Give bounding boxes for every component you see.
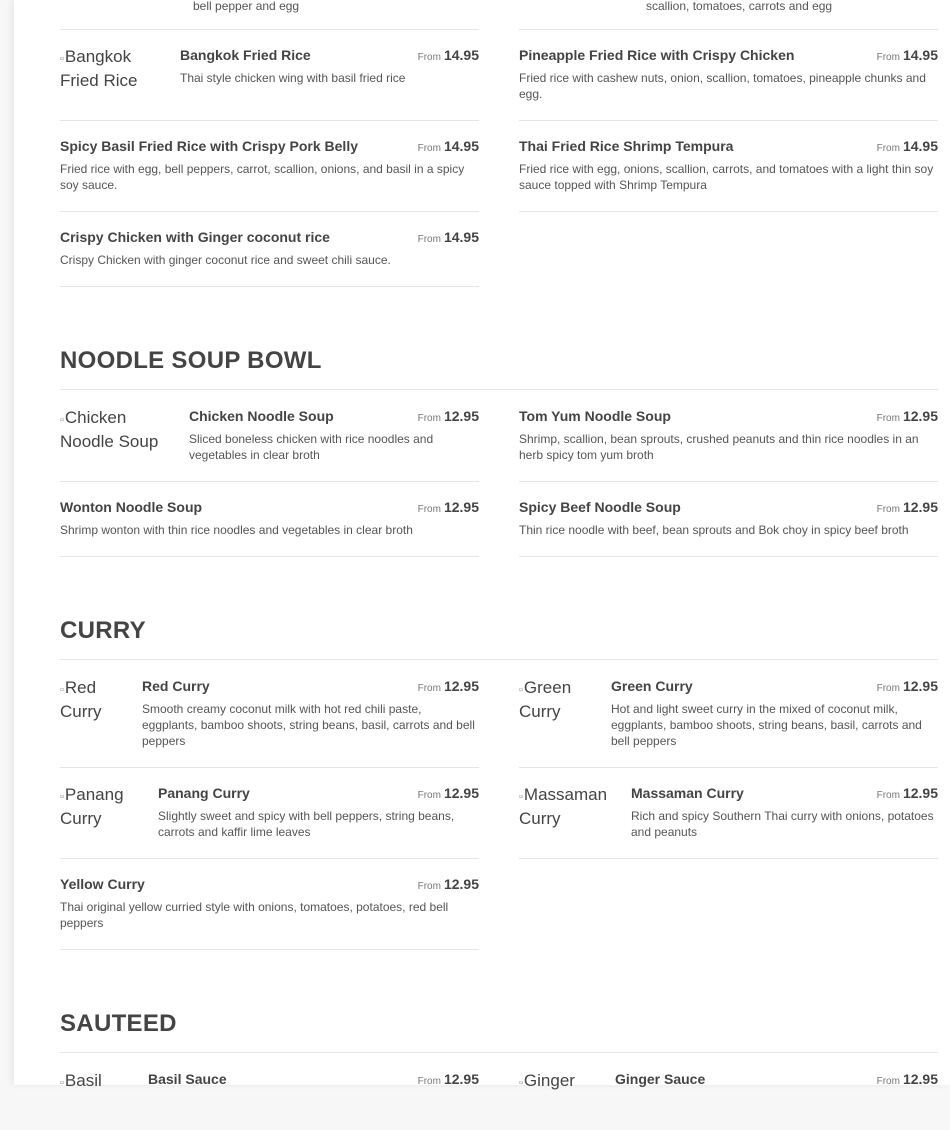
section-title: SAUTEED <box>60 1010 177 1037</box>
section-divider <box>60 1052 938 1053</box>
menu-item-bangkok-fried-rice[interactable] <box>60 46 479 121</box>
item-description: Fried rice with cashew nuts, onion, scallion, tomatoes, pineapple chunks and egg. <box>519 71 926 101</box>
menu-item-wonton-noodle-soup[interactable] <box>60 498 479 557</box>
menu-item-ginger-sauce[interactable] <box>519 1070 938 1130</box>
item-name: Green Curry <box>611 678 693 694</box>
menu-item-yellow-curry[interactable] <box>60 875 479 950</box>
menu-content <box>60 0 938 1090</box>
section-title: NOODLE SOUP BOWL <box>60 347 322 374</box>
menu-item-red-curry[interactable] <box>60 677 479 768</box>
item-name: Pineapple Fried Rice with Crispy Chicken <box>519 47 795 63</box>
broken-image-icon: ▫ <box>519 791 523 803</box>
item-description: Fried rice with egg, bell peppers, carrot, scallion, onions, and basil in a spicy soy sauce. <box>60 162 465 192</box>
broken-image-icon: ▫ <box>519 684 523 696</box>
menu-item-massaman-curry[interactable] <box>519 784 938 859</box>
item-price: From 12.95 <box>876 499 938 515</box>
item-price: From 14.95 <box>417 138 479 154</box>
partial-item-description: scallion, tomatoes, carrots and egg <box>646 0 833 13</box>
item-description: Thai style chicken wing with basil fried rice <box>180 71 406 85</box>
partial-item-description: bell pepper and egg <box>193 0 300 13</box>
item-price: From 12.95 <box>417 876 479 892</box>
item-name: Basil Sauce <box>148 1071 227 1087</box>
item-name: Bangkok Fried Rice <box>180 47 311 63</box>
item-image: ▫Chicken Noodle Soup <box>60 408 159 451</box>
item-description: Thai original yellow curried style with onions, tomatoes, potatoes, red bell peppers <box>60 900 449 930</box>
item-price: From 12.95 <box>417 1071 479 1087</box>
menu-item-pineapple-fried-rice[interactable] <box>519 46 938 121</box>
broken-image-icon: ▫ <box>60 684 64 696</box>
section-title: CURRY <box>60 617 146 644</box>
item-price: From 14.95 <box>876 138 938 154</box>
item-name: Red Curry <box>142 678 210 694</box>
menu-section-sauteed <box>60 1008 938 1090</box>
item-price: From 12.95 <box>417 678 479 694</box>
broken-image-icon: ▫ <box>60 53 64 65</box>
item-description: Shrimp, scallion, bean sprouts, crushed peanuts and thin rice noodles in an herb spicy tom yum broth <box>519 432 919 462</box>
item-name: Wonton Noodle Soup <box>60 499 203 515</box>
item-name: Tom Yum Noodle Soup <box>519 408 671 424</box>
menu-item-crispy-chicken-ginger-rice[interactable] <box>60 228 479 287</box>
menu-item-green-curry[interactable] <box>519 677 938 768</box>
item-price: From 12.95 <box>417 408 479 424</box>
menu-item-thai-fried-rice-shrimp-tempura[interactable] <box>519 137 938 212</box>
item-price: From 14.95 <box>876 47 938 63</box>
item-name: Ginger Sauce <box>615 1071 706 1087</box>
menu-item-spicy-basil-fried-rice[interactable] <box>60 137 479 212</box>
item-name: Yellow Curry <box>60 876 145 892</box>
item-price: From 14.95 <box>417 47 479 63</box>
broken-image-icon: ▫ <box>60 414 64 426</box>
item-description: Fried rice with egg, onions, scallion, carrots, and tomatoes with a light thin soy sauce topped with Shrimp Tempura <box>519 162 934 192</box>
menu-section-curry <box>60 615 938 950</box>
item-price: From 12.95 <box>876 678 938 694</box>
item-image: ▫Ginger <box>519 1071 575 1090</box>
item-price: From 12.95 <box>417 785 479 801</box>
item-description: Hot and light sweet curry in the mixed of coconut milk, eggplants, bamboo shoots, string beans, basil, carrots and bell peppers <box>611 702 922 748</box>
menu-page <box>14 0 950 1090</box>
item-price: From 12.95 <box>876 408 938 424</box>
item-name: Chicken Noodle Soup <box>189 408 334 424</box>
item-price: From 12.95 <box>417 499 479 515</box>
item-divider <box>519 29 938 30</box>
item-price: From 12.95 <box>876 785 938 801</box>
broken-image-icon: ▫ <box>60 791 64 803</box>
menu-item-spicy-beef-noodle-soup[interactable] <box>519 498 938 557</box>
item-name: Crispy Chicken with Ginger coconut rice <box>60 229 330 245</box>
item-image: ▫Massaman Curry <box>519 785 608 828</box>
item-name: Spicy Beef Noodle Soup <box>519 499 681 515</box>
item-name: Thai Fried Rice Shrimp Tempura <box>519 138 734 154</box>
broken-image-icon: ▫ <box>60 1077 64 1089</box>
menu-item-tom-yum-noodle-soup[interactable] <box>519 407 938 482</box>
item-image: ▫Panang Curry <box>60 785 124 828</box>
item-image: ▫Bangkok Fried Rice <box>60 47 138 90</box>
menu-item-chicken-noodle-soup[interactable] <box>60 407 479 482</box>
item-divider <box>60 29 479 30</box>
item-description: Thin rice noodle with beef, bean sprouts and Bok choy in spicy beef broth <box>519 523 909 537</box>
item-description: Slightly sweet and spicy with bell peppers, string beans, carrots and kaffir lime leaves <box>158 809 455 839</box>
item-name: Spicy Basil Fried Rice with Crispy Pork Belly <box>60 138 358 154</box>
item-description: Crispy Chicken with ginger coconut rice and sweet chili sauce. <box>60 253 391 267</box>
item-description: Rich and spicy Southern Thai curry with onions, potatoes and peanuts <box>631 809 934 839</box>
item-image: ▫Red Curry <box>60 678 102 721</box>
item-description: Shrimp wonton with thin rice noodles and vegetables in clear broth <box>60 523 413 537</box>
item-image: ▫Basil <box>60 1071 102 1090</box>
item-description: Sliced boneless chicken with rice noodles and vegetables in clear broth <box>189 432 434 462</box>
menu-item-basil-sauce[interactable] <box>60 1070 479 1130</box>
item-image: ▫Green Curry <box>519 678 572 721</box>
menu-item-panang-curry[interactable] <box>60 784 479 859</box>
item-name: Panang Curry <box>158 785 250 801</box>
item-description: Smooth creamy coconut milk with hot red chili paste, eggplants, bamboo shoots, string beans, basil, carrots and bell peppers <box>142 702 475 748</box>
item-price: From 14.95 <box>417 229 479 245</box>
item-name: Massaman Curry <box>631 785 744 801</box>
menu-section-noodle-soup <box>60 345 938 557</box>
section-divider <box>60 659 938 660</box>
section-divider <box>60 389 938 390</box>
item-price: From 12.95 <box>876 1071 938 1087</box>
broken-image-icon: ▫ <box>519 1077 523 1089</box>
